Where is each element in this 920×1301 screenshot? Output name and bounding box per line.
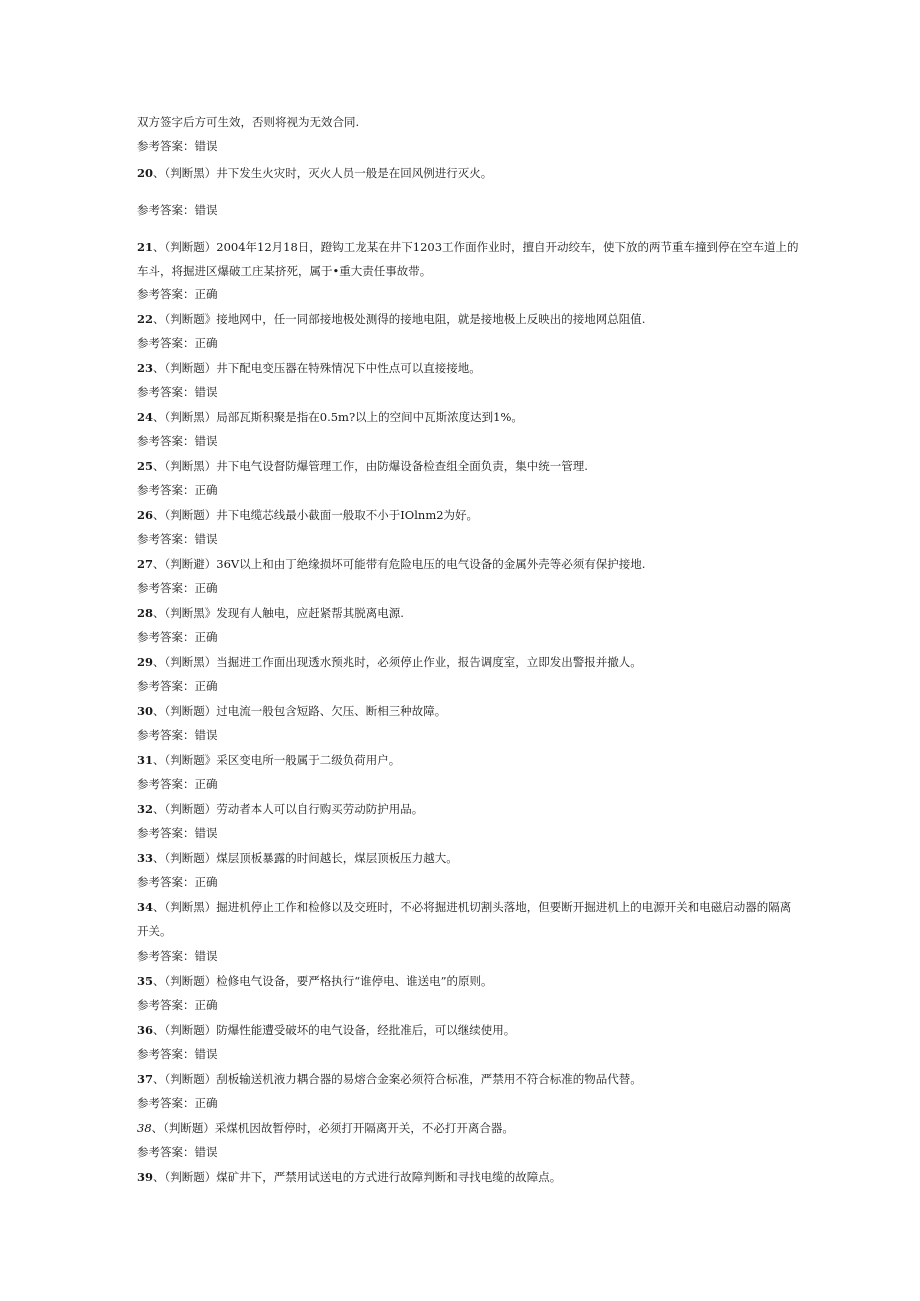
answer-label: 参考答案： [137, 728, 195, 742]
answer-label: 参考答案： [137, 998, 195, 1012]
answer-label: 参考答案： [137, 679, 195, 693]
separator: 、 [153, 655, 165, 669]
question-30 [137, 702, 800, 720]
question-number: 23 [137, 361, 154, 375]
answer-line-21 [137, 285, 800, 303]
question-number: 35 [137, 974, 154, 988]
question-number: 22 [137, 312, 154, 326]
answer-line-36 [137, 1045, 800, 1063]
answer-value: 正确 [194, 875, 218, 889]
answer-value: 错误 [194, 826, 218, 840]
answer-line-31 [137, 775, 800, 793]
answer-line-28 [137, 628, 800, 646]
separator: 、 [153, 753, 165, 767]
question-number: 33 [137, 851, 154, 865]
question-text: （判断题）防爆性能遭受破坏的电气设备，经批准后，可以继续使用。 [164, 1023, 516, 1037]
separator: 、 [153, 606, 165, 620]
question-text: （判断题）井下配电变压器在特殊情况下中性点可以直接接地。 [164, 361, 481, 375]
answer-label: 参考答案： [137, 1047, 195, 1061]
separator: 、 [153, 508, 165, 522]
answer-label: 参考答案： [137, 483, 195, 497]
answer-line-30 [137, 726, 800, 744]
answer-value: 正确 [194, 679, 218, 693]
separator: 、 [153, 974, 165, 988]
answer-label: 参考答案： [137, 630, 195, 644]
question-number: 38 [137, 1121, 152, 1135]
question-text: （判断题）2004年12月18日，蹬钩工龙某在井下1203工作面作业时，擅自开动绞车，使下放的两节重车撞到停在空车道上的车斗，将掘进区爆破工庄某挤死，属于•重大责任事故带。 [137, 240, 799, 278]
question-32 [137, 800, 800, 818]
question-20 [137, 164, 800, 182]
intro-line: 双方签字后方可生效，否则将视为无效合同. [137, 115, 360, 129]
question-23 [137, 359, 800, 377]
answer-line-19 [137, 137, 800, 155]
question-number: 29 [137, 655, 154, 669]
answer-line-26 [137, 530, 800, 548]
question-27 [137, 555, 800, 573]
question-text: （判断题）过电流一般包含短路、欠压、断相三种故障。 [164, 704, 447, 718]
question-text: （判断题》采区变电所一般属于二级负荷用户。 [164, 753, 401, 767]
separator: 、 [153, 166, 165, 180]
answer-line-23 [137, 383, 800, 401]
answer-line-35 [137, 996, 800, 1014]
separator: 、 [151, 1121, 164, 1135]
question-38 [137, 1119, 800, 1137]
question-text: （判断题）煤层顶板暴露的时间越长，煤层顶板压力越大。 [164, 851, 458, 865]
question-36 [137, 1021, 800, 1039]
answer-label: 参考答案： [137, 1145, 195, 1159]
question-text: （判断题）刮板输送机液力耦合器的易熔合金案必须符合标准，严禁用不符合标准的物品代替。 [164, 1072, 642, 1086]
answer-value: 错误 [194, 532, 218, 546]
question-number: 20 [137, 166, 154, 180]
answer-value: 正确 [194, 777, 218, 791]
separator: 、 [153, 557, 165, 571]
question-number: 28 [137, 606, 154, 620]
answer-value: 错误 [194, 728, 218, 742]
answer-label: 参考答案： [137, 532, 195, 546]
question-text: （判断黑》发现有人触电，应赶紧帮其脱离电源. [164, 606, 404, 620]
question-number: 31 [137, 753, 154, 767]
answer-label: 参考答案： [137, 875, 195, 889]
question-text: （判断避）36V以上和由丁绝缘损坏可能带有危险电压的电气设备的金属外壳等必须有保护接地. [164, 557, 646, 571]
answer-line-32 [137, 824, 800, 842]
answer-label: 参考答案： [137, 287, 195, 301]
question-number: 34 [137, 900, 154, 914]
question-text: （判断题）采煤机因故暂停时，必须打开隔离开关，不必打开离合器。 [163, 1121, 514, 1135]
answer-label: 参考答案： [137, 203, 195, 217]
answer-line-33 [137, 873, 800, 891]
answer-line-25 [137, 481, 800, 499]
answer-label: 参考答案： [137, 581, 195, 595]
question-number: 37 [137, 1072, 154, 1086]
question-39 [137, 1168, 800, 1186]
answer-value: 错误 [194, 385, 218, 399]
answer-value: 错误 [194, 434, 218, 448]
question-text: （判断黑）掘进机停止工作和检修以及交班时，不必将掘进机切割头落地，但要断开掘进机上的电源开关和电磁启动器的隔离开关。 [137, 900, 792, 938]
separator: 、 [153, 802, 165, 816]
answer-line-27 [137, 579, 800, 597]
question-number: 25 [137, 459, 154, 473]
answer-value: 错误 [194, 139, 218, 153]
question-29 [137, 653, 800, 671]
answer-value: 正确 [194, 581, 218, 595]
separator: 、 [153, 1170, 165, 1184]
answer-label: 参考答案： [137, 1096, 195, 1110]
separator: 、 [153, 240, 165, 254]
answer-value: 正确 [194, 287, 218, 301]
separator: 、 [153, 361, 165, 375]
answer-label: 参考答案： [137, 434, 195, 448]
question-number: 24 [137, 410, 154, 424]
answer-label: 参考答案： [137, 826, 195, 840]
answer-value: 错误 [194, 1145, 218, 1159]
question-text: （判断题）劳动者本人可以自行购买劳动防护用品。 [164, 802, 424, 816]
question-text: （判断黑）局部瓦斯积聚是指在0.5m?以上的空间中瓦斯浓度达到1%。 [164, 410, 523, 424]
answer-value: 正确 [194, 1096, 218, 1110]
answer-value: 正确 [194, 998, 218, 1012]
question-21 [137, 235, 800, 283]
answer-label: 参考答案： [137, 336, 195, 350]
question-35 [137, 972, 800, 990]
question-24 [137, 408, 800, 426]
question-number: 26 [137, 508, 154, 522]
separator: 、 [153, 1023, 165, 1037]
answer-value: 错误 [194, 1047, 218, 1061]
separator: 、 [153, 410, 165, 424]
answer-value: 正确 [194, 483, 218, 497]
question-31 [137, 751, 800, 769]
answer-line-22 [137, 334, 800, 352]
separator: 、 [153, 1072, 165, 1086]
question-number: 27 [137, 557, 154, 571]
separator: 、 [153, 459, 165, 473]
answer-line-34 [137, 947, 800, 965]
question-25 [137, 457, 800, 475]
answer-label: 参考答案： [137, 777, 195, 791]
answer-label: 参考答案： [137, 949, 195, 963]
answer-value: 错误 [194, 949, 218, 963]
question-number: 32 [137, 802, 154, 816]
question-number: 30 [137, 704, 154, 718]
separator: 、 [153, 900, 165, 914]
answer-line-24 [137, 432, 800, 450]
answer-value: 正确 [194, 630, 218, 644]
answer-line-37 [137, 1094, 800, 1112]
answer-line-38 [137, 1143, 800, 1161]
answer-label: 参考答案： [137, 139, 195, 153]
question-number: 39 [137, 1170, 154, 1184]
question-text: （判断题）检修电气设备，要严格执行“谁停电、谁送电”的原则。 [164, 974, 493, 988]
answer-line-29 [137, 677, 800, 695]
question-text: （判断黑）井下电气设督防爆管理工作，由防爆设备检查组全面负责，集中统一管理. [164, 459, 588, 473]
question-text: （判断黑）井下发生火灾时，灭火人员一般是在回风例进行灭火。 [164, 166, 493, 180]
question-number: 36 [137, 1023, 154, 1037]
answer-value: 错误 [194, 203, 218, 217]
question-22 [137, 310, 800, 328]
separator: 、 [153, 312, 165, 326]
question-33 [137, 849, 800, 867]
question-text: （判断题》接地网中，任一同部接地极处测得的接地电阻，就是接地极上反映出的接地网总阻值. [164, 312, 646, 326]
answer-label: 参考答案： [137, 385, 195, 399]
question-number: 21 [137, 240, 154, 254]
answer-value: 正确 [194, 336, 218, 350]
separator: 、 [153, 851, 165, 865]
question-text: （判断黑）当掘进工作面出现透水预兆时，必须停止作业，报告调度室，立即发出警报并撤人。 [164, 655, 642, 669]
question-34 [137, 895, 800, 943]
separator: 、 [153, 704, 165, 718]
answer-line-20 [137, 201, 800, 219]
question-26 [137, 506, 800, 524]
question-37 [137, 1070, 800, 1088]
question-28 [137, 604, 800, 622]
question-text: （判断题）井下电缆芯线最小截面一般取不小于IOlnm2为好。 [164, 508, 479, 522]
question-text: （判断题）煤矿井下，严禁用试送电的方式进行故障判断和寻找电缆的故障点。 [164, 1170, 562, 1184]
